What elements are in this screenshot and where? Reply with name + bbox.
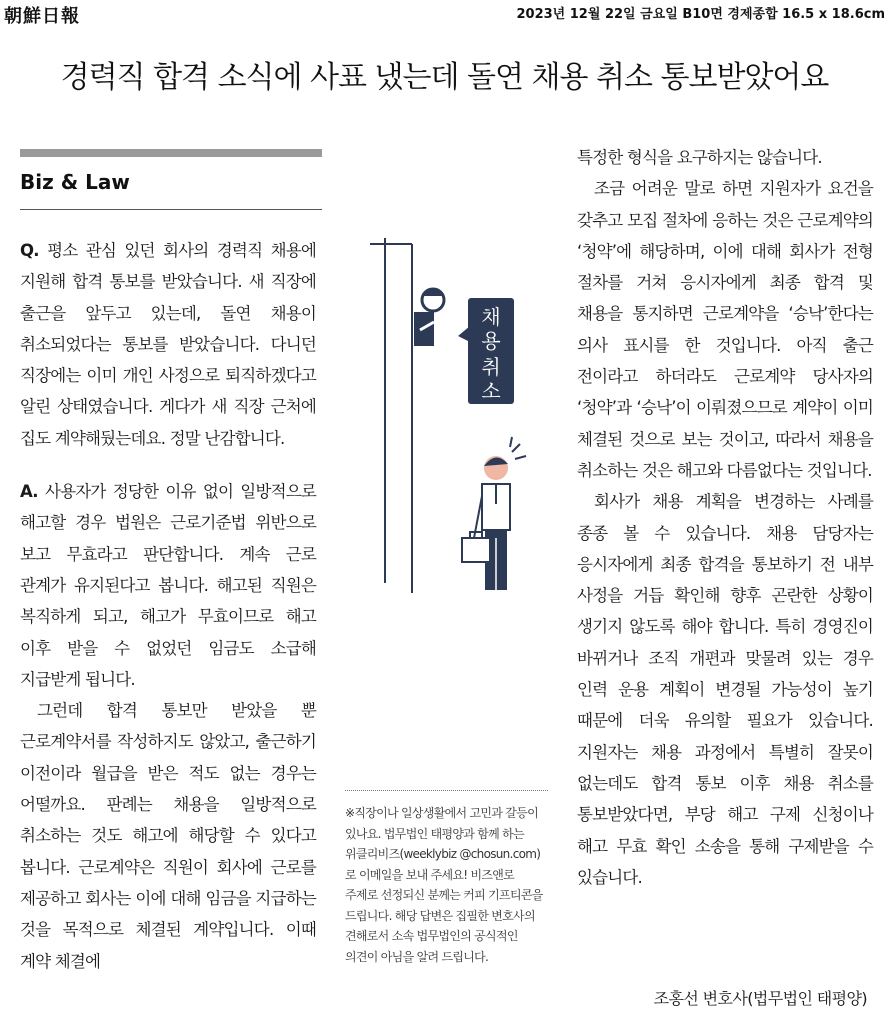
publication-info: 2023년 12월 22일 금요일 B10면 경제종합 16.5 x 18.6cm — [516, 7, 885, 22]
question-text: 평소 관심 있던 회사의 경력직 채용에 지원해 합격 통보를 받았습니다. 새 직장에 출근을 앞두고 있는데, 돌연 채용이 취소되었다는 통보를 받았습니다. 다니던 직장에는 이미 개인 사정으로 퇴직하겠다고 알린 상태였습니다. 게다가 새 직장 근처에 집도 계약해뒀는데요. 정말 난감합니다. — [20, 241, 316, 448]
answer-paragraph-4: 회사가 채용 계획을 변경하는 사례를 종종 볼 수 있습니다. 채용 담당자는 응시자에게 최종 합격을 통보하기 전 내부 사정을 거듭 확인해 향후 곤란한 상황이 생기지 않도록 해야 합니다. 특히 경영진이 바뀌거나 조직 개편과 맞물려 있는 경우 인력 운용 계획이 변경될 가능성이 높기 때문에 더욱 유의할 필요가 있습니다. 지원자는 채용 과정에서 특별히 잘못이 없는데도 합격 통보 이후 채용 취소를 통보받았다면, 부당 해고 구제 신청이나 해고 무효 확인 소송을 통해 구제받을 수 있습니다. — [577, 492, 873, 887]
article-headline: 경력직 합격 소식에 사표 냈는데 돌연 채용 취소 통보받았어요 — [60, 60, 829, 95]
author-byline: 조홍선 변호사(법무법인 태평양) — [653, 989, 867, 1008]
answer-paragraph-3: 조금 어려운 말로 하면 지원자가 요건을 갖추고 모집 절차에 응하는 것은 근로계약의 ‘청약’에 해당하며, 이에 대해 회사가 전형 절차를 거쳐 응시자에게 최종 합격 및 채용을 통지하면 근로계약을 ‘승낙’한다는 의사 표시를 한 것입니다. 아직 출근 전이라고 하더라도 근로계약 당사자의 ‘청약’과 ‘승낙’이 이뤄졌으므로 계약이 이미 체결된 것으로 보는 것이고, 따라서 채용을 취소하는 것은 해고와 다름없다는 것입니다. — [577, 179, 873, 480]
peeking-person-icon — [414, 289, 444, 346]
newspaper-logo: 朝鮮日報 — [4, 6, 80, 27]
question-marker: Q. — [20, 241, 39, 260]
article-column-left — [20, 235, 316, 977]
speech-bubble-char: 채 — [481, 305, 501, 329]
section-label: Biz & Law — [20, 170, 130, 194]
question-paragraph — [20, 235, 316, 454]
reader-notice-text: ※직장이나 일상생활에서 고민과 갈등이 있나요. 법무법인 태평양과 함께 하는 위클리비즈(weeklybiz @chosun.com)로 이메일을 보내 주세요! 비즈앤로 주제로 선정되신 분께는 커피 기프티콘을 드립니다. 해당 답변은 집필한 변호사의 견해로서 소속 법무법인의 공식적인 의견이 아님을 알려 드립니다. — [345, 806, 543, 964]
answer-paragraph-1 — [20, 476, 316, 695]
reader-notice-box — [345, 790, 548, 967]
post-icon — [370, 238, 412, 593]
answer-paragraph-2: 그런데 합격 통보만 받았을 뿐 근로계약서를 작성하지도 않았고, 출근하기 이전이라 월급을 받은 적도 없는 경우는 어떨까요. 판례는 채용을 일방적으로 취소하는 것도 해고에 해당할 수 있다고 봅니다. 근로계약은 직원이 회사에 근로를 제공하고 회사는 이에 대해 임금을 지급하는 것을 목적으로 체결된 계약입니다. 이때 계약 체결에 — [20, 701, 316, 971]
answer-paragraph-2-continued: 특정한 형식을 요구하지는 않습니다. — [577, 148, 822, 167]
answer-marker: A. — [20, 482, 38, 502]
speech-bubble — [458, 298, 514, 404]
answer-text-1: 사용자가 정당한 이유 없이 일방적으로 해고할 경우 법원은 근로기준법 위반으로 보고 무효라고 판단합니다. 계속 근로 관계가 유지된다고 봅니다. 해고된 직원은 복직하게 되고, 해고가 무효이므로 해고 이후 받을 수 없었던 임금도 소급해 지급받게 됩니다. — [20, 482, 316, 689]
speech-bubble-char: 소 — [481, 379, 501, 403]
illustration — [360, 238, 560, 598]
article-column-right — [577, 142, 873, 893]
speech-bubble-char: 용 — [481, 329, 501, 353]
speech-bubble-char: 취 — [481, 355, 501, 379]
section-rule-thin — [20, 209, 322, 210]
surprised-person-icon — [474, 437, 526, 590]
section-rule-thick — [20, 149, 322, 157]
